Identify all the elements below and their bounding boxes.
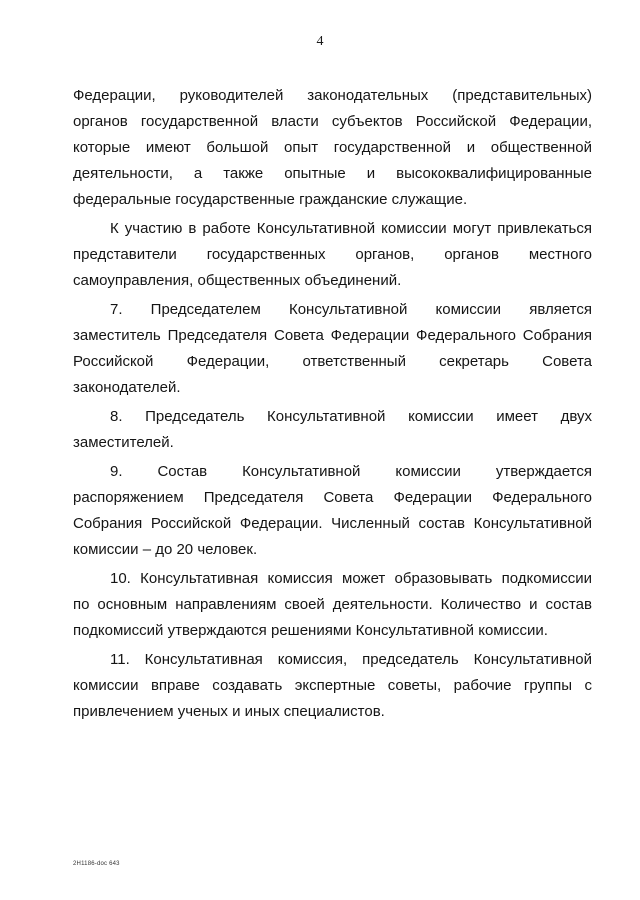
text-line: заместитель Председателя Совета Федерации Федерального Собрания bbox=[73, 327, 592, 344]
text-line: Российской Федерации, ответственный секретарь Совета bbox=[73, 353, 592, 370]
text-line: Собрания Российской Федерации. Численный состав Консультативной bbox=[73, 515, 592, 532]
paragraph-item-10 bbox=[73, 566, 592, 644]
text-line: 10. Консультативная комиссия может образовывать подкомиссии bbox=[110, 570, 592, 587]
text-line: Федерации, руководителей законодательных (представительных) bbox=[73, 87, 592, 104]
text-line: 8. Председатель Консультативной комиссии имеет двух bbox=[110, 408, 592, 425]
text-line: представители государственных органов, органов местного bbox=[73, 246, 592, 263]
text-line: К участию в работе Консультативной комиссии могут привлекаться bbox=[110, 220, 592, 237]
document-body bbox=[73, 83, 592, 725]
text-line: органов государственной власти субъектов Российской Федерации, bbox=[73, 113, 592, 130]
document-footer-code: 2H1186-doc 643 bbox=[73, 861, 120, 867]
paragraph-item-7 bbox=[73, 297, 592, 401]
text-line: 11. Консультативная комиссия, председатель Консультативной bbox=[110, 651, 592, 668]
page-number: 4 bbox=[316, 34, 324, 49]
text-line: по основным направлениям своей деятельности. Количество и состав bbox=[73, 596, 592, 613]
paragraph-continuation bbox=[73, 83, 592, 213]
text-line: подкомиссий утверждаются решениями Консультативной комиссии. bbox=[73, 622, 548, 639]
paragraph-participation bbox=[73, 216, 592, 294]
paragraph-item-9 bbox=[73, 459, 592, 563]
paragraph-item-11 bbox=[73, 647, 592, 725]
text-line: федеральные государственные гражданские служащие. bbox=[73, 191, 468, 208]
text-line: комиссии – до 20 человек. bbox=[73, 541, 258, 558]
text-line: заместителей. bbox=[73, 434, 174, 451]
paragraph-item-8 bbox=[73, 404, 592, 456]
text-line: 9. Состав Консультативной комиссии утверждается bbox=[110, 463, 592, 480]
text-line: деятельности, а также опытные и высококвалифицированные bbox=[73, 165, 592, 182]
text-line: которые имеют большой опыт государственной и общественной bbox=[73, 139, 592, 156]
text-line: 7. Председателем Консультативной комиссии является bbox=[110, 301, 592, 318]
text-line: распоряжением Председателя Совета Федерации Федерального bbox=[73, 489, 592, 506]
text-line: самоуправления, общественных объединений. bbox=[73, 272, 402, 289]
text-line: законодателей. bbox=[73, 379, 181, 396]
text-line: привлечением ученых и иных специалистов. bbox=[73, 703, 385, 720]
text-line: комиссии вправе создавать экспертные советы, рабочие группы с bbox=[73, 677, 592, 694]
